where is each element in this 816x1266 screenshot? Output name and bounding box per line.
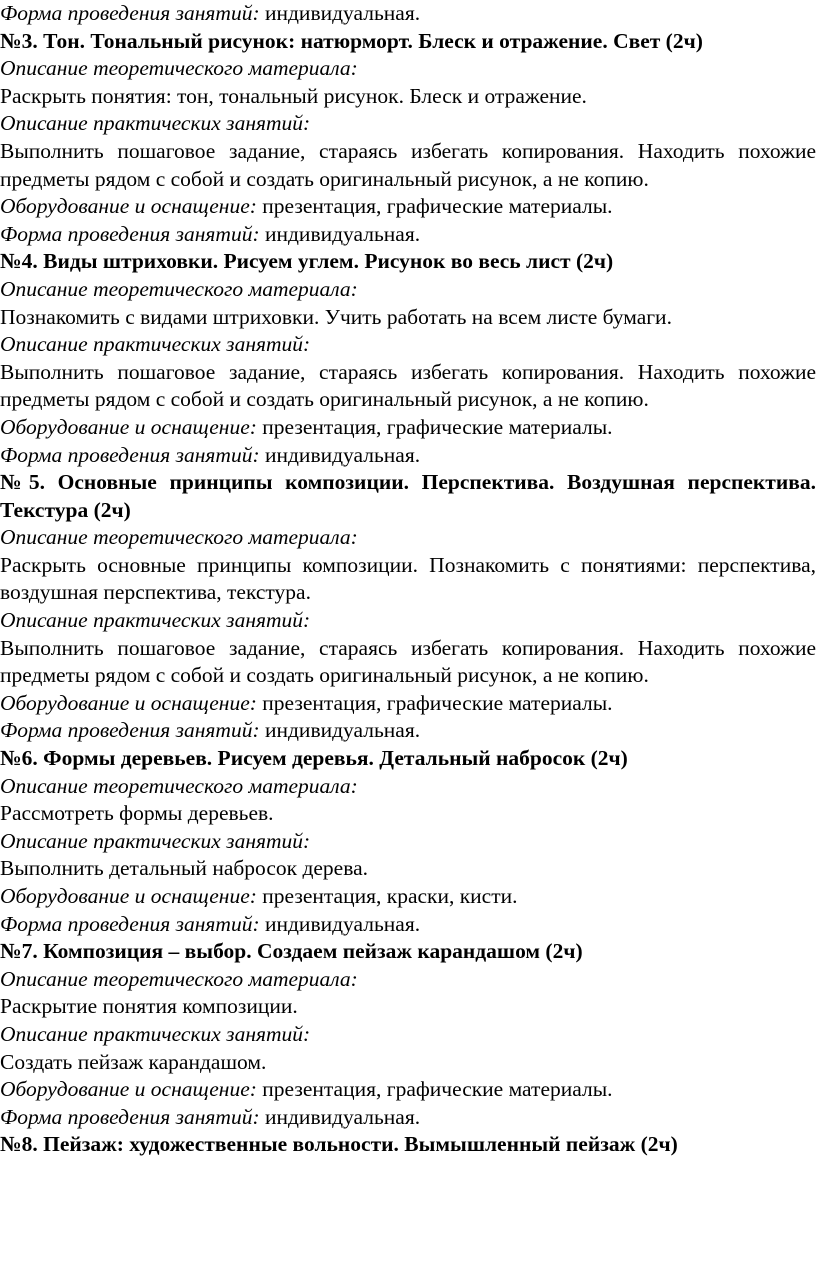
equipment-label: Оборудование и оснащение: [0,194,257,219]
form-value: индивидуальная. [259,221,421,246]
practice-label: Описание практических занятий: [0,1021,311,1046]
equipment-label: Оборудование и оснащение: [0,1077,257,1102]
section-6 [0,745,816,938]
equipment-line [0,690,816,718]
equipment-line [0,1076,816,1104]
top-form-line [0,0,816,28]
equipment-line [0,193,816,221]
theory-text: Раскрыть основные принципы композиции. Познакомить с понятиями: перспектива, воздушная перспектива, текстура. [0,552,816,605]
section-heading: №4. Виды штриховки. Рисуем углем. Рисунок во весь лист (2ч) [0,249,614,274]
section-3 [0,28,816,249]
equipment-line [0,414,816,442]
section-heading: №3. Тон. Тональный рисунок: натюрморт. Блеск и отражение. Свет (2ч) [0,28,703,53]
form-value: индивидуальная. [259,718,421,743]
theory-label: Описание теоретического материала: [0,276,358,301]
practice-text: Выполнить пошаговое задание, стараясь избегать копирования. Находить похожие предметы рядом с собой и создать оригинальный рисунок, а не копию. [0,635,816,688]
form-label: Форма проведения занятий: [0,1104,260,1129]
practice-text: Выполнить пошаговое задание, стараясь избегать копирования. Находить похожие предметы рядом с собой и создать оригинальный рисунок, а не копию. [0,359,816,412]
form-label: Форма проведения занятий: [0,221,260,246]
form-line [0,442,816,470]
form-line [0,221,816,249]
form-line [0,911,816,939]
equipment-value: презентация, графические материалы. [256,690,613,715]
equipment-value: презентация, графические материалы. [256,414,613,439]
theory-label: Описание теоретического материала: [0,966,358,991]
theory-text: Раскрытие понятия композиции. [0,994,298,1019]
equipment-line [0,883,816,911]
theory-text: Познакомить с видами штриховки. Учить работать на всем листе бумаги. [0,304,672,329]
form-label: Форма проведения занятий: [0,911,260,936]
form-label: Форма проведения занятий: [0,718,260,743]
form-value: индивидуальная. [259,1104,421,1129]
form-line [0,1104,816,1132]
theory-text: Рассмотреть формы деревьев. [0,801,274,826]
practice-text: Создать пейзаж карандашом. [0,1049,267,1074]
practice-label: Описание практических занятий: [0,111,311,136]
form-value: индивидуальная. [259,442,421,467]
form-value: индивидуальная. [259,911,421,936]
theory-label: Описание теоретического материала: [0,525,358,550]
equipment-label: Оборудование и оснащение: [0,690,257,715]
equipment-label: Оборудование и оснащение: [0,884,257,908]
section-5 [0,469,816,745]
practice-label: Описание практических занятий: [0,828,311,853]
practice-label: Описание практических занятий: [0,608,311,633]
practice-text: Выполнить пошаговое задание, стараясь избегать копирования. Находить похожие предметы рядом с собой и создать оригинальный рисунок, а не копию. [0,138,816,191]
section-4 [0,248,816,469]
section-heading: №7. Композиция – выбор. Создаем пейзаж карандашом (2ч) [0,939,583,964]
section-7 [0,938,816,1131]
section-8-heading: №8. Пейзаж: художественные вольности. Вымышленный пейзаж (2ч) [0,1132,678,1157]
equipment-label: Оборудование и оснащение: [0,414,257,439]
equipment-value: презентация, графические материалы. [256,1077,613,1102]
practice-label: Описание практических занятий: [0,332,311,357]
theory-label: Описание теоретического материала: [0,56,358,81]
form-line [0,717,816,745]
theory-label: Описание теоретического материала: [0,773,358,798]
practice-text: Выполнить детальный набросок дерева. [0,856,369,881]
equipment-value: презентация, краски, кисти. [256,884,518,908]
section-heading: №5. Основные принципы композиции. Перспектива. Воздушная перспектива. Текстура (2ч) [0,470,816,522]
form-label: Форма проведения занятий: [0,1,260,25]
theory-text: Раскрыть понятия: тон, тональный рисунок. Блеск и отражение. [0,83,587,108]
form-value: индивидуальная. [259,1,421,25]
form-label: Форма проведения занятий: [0,442,260,467]
equipment-value: презентация, графические материалы. [256,194,613,219]
section-heading: №6. Формы деревьев. Рисуем деревья. Детальный набросок (2ч) [0,746,628,771]
